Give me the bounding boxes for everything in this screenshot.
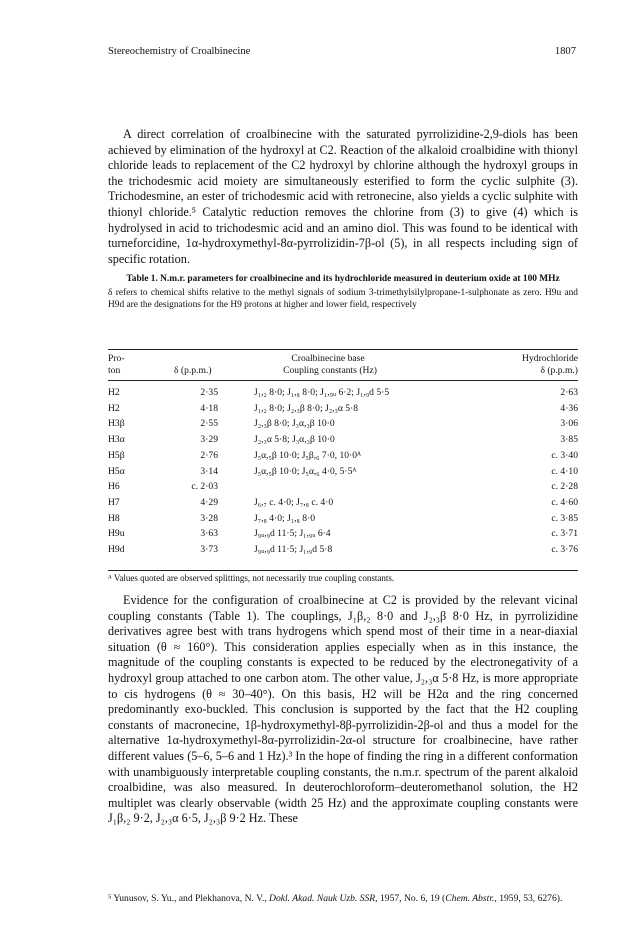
cell-coupling: J₅α,₅β 10·0; J₅β,₆ 7·0, 10·0ᴬ xyxy=(254,449,362,461)
cell-coupling: J₇,₈ 4·0; J₁,₈ 8·0 xyxy=(254,512,316,524)
col-hcl-2: δ (p.p.m.) xyxy=(540,365,578,376)
cell-hcl: 3·06 xyxy=(560,418,578,430)
cell-delta: 4·18 xyxy=(200,402,218,414)
table-row xyxy=(108,450,578,462)
cell-proton: H6 xyxy=(108,481,120,493)
cell-delta: 2·35 xyxy=(200,387,218,398)
cell-coupling: J₆,₇ c. 4·0; J₇,₈ c. 4·0 xyxy=(254,496,334,508)
running-title: Stereochemistry of Croalbinecine xyxy=(108,46,251,57)
table-note: δ refers to chemical shifts relative to the methyl signals of sodium 3-trimethylsilylpropane-1-sulphonate as zero. H9u and H9d are the designations for the H9 protons at higher and lower field, respectively xyxy=(108,288,578,311)
cell-delta: 2·76 xyxy=(200,449,218,461)
footnote-5-issue: , 1957, No. 6, 19 ( xyxy=(375,893,446,904)
cell-coupling: J₁,₂ 8·0; J₂,₃β 8·0; J₂,₃α 5·8 xyxy=(254,402,359,414)
table-caption xyxy=(108,273,578,312)
cell-hcl: 3·85 xyxy=(560,434,578,446)
col-delta: δ (p.p.m.) xyxy=(174,365,212,376)
cell-proton: H2 xyxy=(108,402,120,414)
paragraph-1-text: A direct correlation of croalbinecine with the saturated pyrrolizidine-2,9-diols has been achieved by elimination of the hydroxyl at C2. Reaction of the alkaloid croalbidine with thionyl chloride leads to replacement of the C2 hydroxyl by chlorine although the hydroxyl groups in the trichodesmic acid moiety are simultaneously esterified to form the cyclic sulphite (3). Trichodesmine, an ester of trichodesmic acid with retronecine, also yields a cyclic sulphite with thionyl chloride.⁵ Catalytic reduction removes the chlorine from (3) to give (4) which is hydrolysed in acid to trichodesmic acid and an amino diol. This was found to be identical with turneforcidine, 1α-hydroxymethyl-8α-pyrrolizidin-7β-ol (5), in all respects including sign of specific rotation. xyxy=(108,127,578,266)
cell-delta: 3·73 xyxy=(200,544,218,555)
cell-proton: H5α xyxy=(108,465,125,477)
table-row xyxy=(108,481,578,493)
cell-hcl: c. 3·85 xyxy=(551,512,578,524)
cell-hcl: c. 3·71 xyxy=(551,528,578,540)
footnote-5 xyxy=(108,893,578,905)
cell-proton: H3β xyxy=(108,418,125,430)
table-row xyxy=(108,387,578,399)
col-proton-2: ton xyxy=(108,365,121,376)
table-top-rule xyxy=(108,349,578,350)
table-row xyxy=(108,418,578,430)
table-title-line xyxy=(108,273,578,285)
footnote-5-journal: Dokl. Akad. Nauk Uzb. SSR xyxy=(269,893,376,904)
table-bottom-rule xyxy=(108,570,578,571)
cell-hcl: c. 4·60 xyxy=(551,496,578,508)
cell-hcl: c. 2·28 xyxy=(551,481,578,493)
cell-coupling: J₁,₂ 8·0; J₁,₈ 8·0; J₁,₉ᵤ 6·2; J₁,₉d 5·5 xyxy=(254,387,390,398)
page-number: 1807 xyxy=(554,46,576,57)
footnote-5-end: , 1959, 53, 6276). xyxy=(494,893,563,904)
cell-coupling: J₉ᵤ,₉d 11·5; J₁,₉ᵤ 6·4 xyxy=(254,528,331,540)
cell-proton: H5β xyxy=(108,449,125,461)
cell-proton: H2 xyxy=(108,387,120,398)
table-header-rule xyxy=(108,380,578,381)
cell-delta: 3·29 xyxy=(200,434,218,446)
cell-proton: H7 xyxy=(108,496,120,508)
cell-proton: H9d xyxy=(108,544,125,555)
cell-hcl: 4·36 xyxy=(560,402,578,414)
table-footnote: ᴬ Values quoted are observed splittings, not necessarily true coupling constants. xyxy=(108,573,395,583)
cell-hcl: c. 4·10 xyxy=(551,465,578,477)
table-row xyxy=(108,434,578,446)
cell-delta: c. 2·03 xyxy=(191,481,218,493)
col-proton-1: Pro- xyxy=(108,353,125,364)
table-row xyxy=(108,466,578,478)
col-coupling: Coupling constants (Hz) xyxy=(283,365,377,376)
cell-proton: H8 xyxy=(108,512,120,524)
footnote-5-abstr: Chem. Abstr. xyxy=(445,893,495,904)
table-label: Table 1. xyxy=(126,274,158,284)
table-row xyxy=(108,513,578,525)
footnote-5-authors: ⁵ Yunusov, S. Yu., and Plekhanova, N. V., xyxy=(108,893,270,904)
cell-proton: H3α xyxy=(108,434,125,446)
paragraph-1 xyxy=(108,127,578,267)
table-title: N.m.r. parameters for croalbinecine and its hydrochloride measured in deuterium oxide at 100 MHz xyxy=(160,274,560,284)
table-row xyxy=(108,544,578,556)
cell-proton: H9u xyxy=(108,528,125,540)
cell-delta: 3·14 xyxy=(200,465,218,477)
cell-delta: 4·29 xyxy=(200,496,218,508)
col-hcl-1: Hydrochloride xyxy=(522,353,578,364)
cell-delta: 2·55 xyxy=(200,418,218,430)
table-row xyxy=(108,403,578,415)
table-row xyxy=(108,497,578,509)
paragraph-2-text: Evidence for the configuration of croalbinecine at C2 is provided by the relevant vicinal coupling constants (Table 1). The couplings, J₁β,₂ 8·0 and J₂,₃β 8·0 Hz, in pyrrolizidine derivatives agree best with trans hydrogens which spend most of their time in a near-diaxial situation (θ ≈ 160°). This consideration applies especially when as in this instance, the magnitude of the coupling constants is expected to be reduced by the electronegativity of a hydroxyl group attached to one carbon atom. The other value, J₂,₃α 5·8 Hz, is more appropriate to cis hydrogens (θ ≈ 30–40°). On this basis, H2 will be H2α and the ring concerned predominantly exo-buckled. This conclusion is supported by the fact that the H2 coupling constants of macronecine, 1β-hydroxymethyl-8β-pyrrolizidin-2β-ol and thus a model for the alternative 1α-hydroxymethyl-8α-pyrrolizidin-2α-ol structure for croalbinecine, have rather different values (5–6, 5–6 and 1 Hz).³ In the hope of finding the ring in a different conformation with unambiguously interpretable coupling constants, the n.m.r. spectrum of the parent alkaloid croalbidine, was also measured. In deuterochloroform–deuteromethanol solution, the H2 multiplet was clearly observable (width 25 Hz) and the approximate coupling constants were J₁β,₂ 9·2, J₂,₃α 6·5, J₂,₃β 9·2 Hz. These xyxy=(108,593,578,826)
cell-coupling: J₂,₃α 5·8; J₃α,₃β 10·0 xyxy=(254,434,335,446)
cell-delta: 3·28 xyxy=(200,512,218,524)
cell-coupling: J₉ᵤ,₉d 11·5; J₁,₉d 5·8 xyxy=(254,544,333,555)
paragraph-2 xyxy=(108,593,578,827)
cell-coupling: J₂,₃β 8·0; J₃α,₃β 10·0 xyxy=(254,418,335,430)
cell-hcl: c. 3·40 xyxy=(551,449,578,461)
col-group-base: Croalbinecine base xyxy=(291,353,365,364)
cell-hcl: c. 3·76 xyxy=(551,544,578,555)
cell-hcl: 2·63 xyxy=(560,387,578,398)
table-row xyxy=(108,528,578,540)
cell-coupling: J₅α,₅β 10·0; J₅α,₆ 4·0, 5·5ᴬ xyxy=(254,465,357,477)
cell-delta: 3·63 xyxy=(200,528,218,540)
